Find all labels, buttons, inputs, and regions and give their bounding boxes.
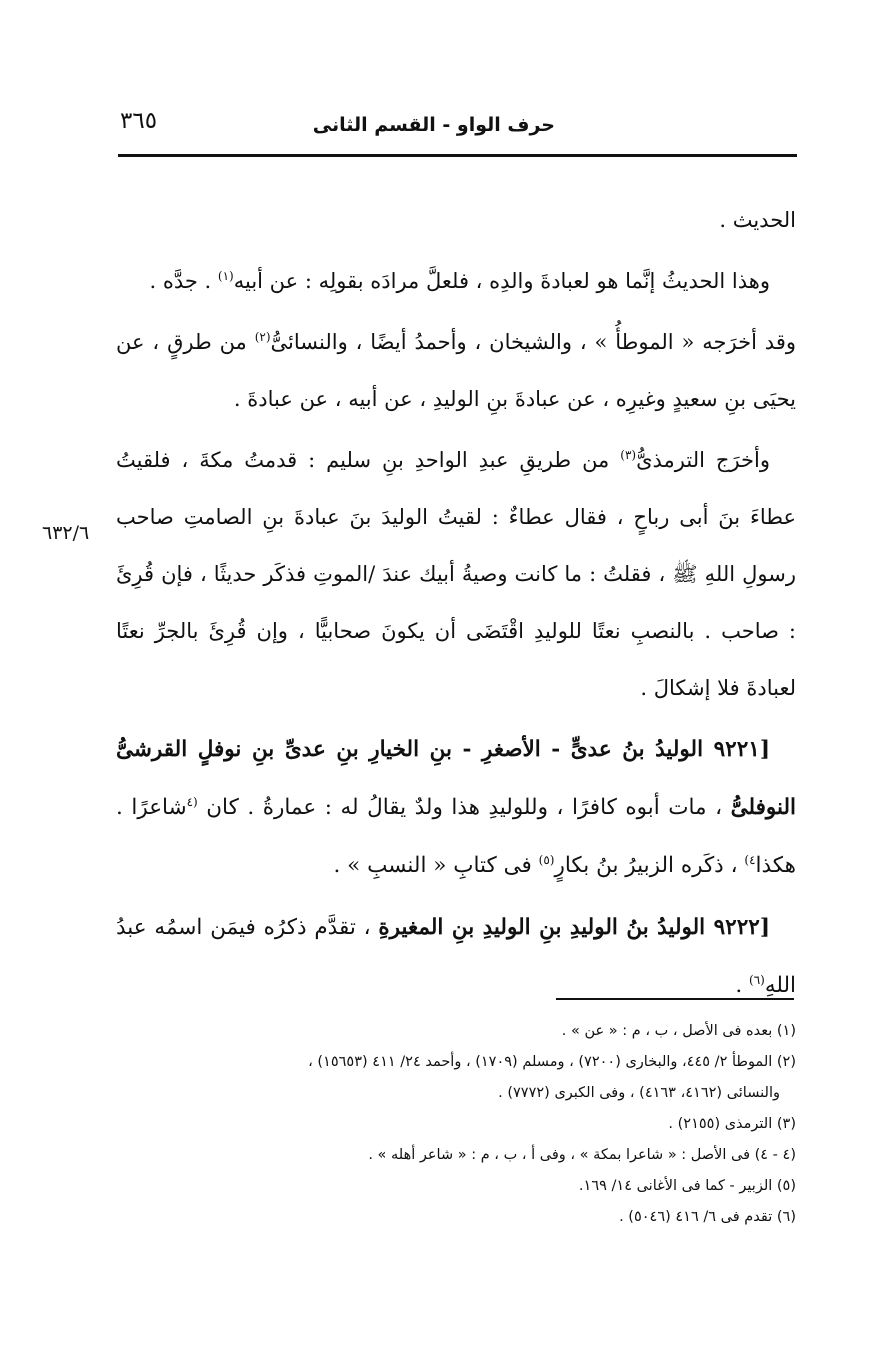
entry-name: الوليدُ بنُ الوليدِ بنِ الوليدِ بنِ المغيرةِ	[378, 915, 714, 940]
page-number: ٣٦٥	[120, 108, 158, 134]
paragraph-4: وأخرَج الترمذىُّ$^{(٣)}$ من طريقِ عبدِ الواحدِ بنِ سليم : قدمتُ مكةَ ، فلقيتُ عطاءَ بنَ أبى رباحٍ ، فقال عطاءٌ : لقيتُ الوليدَ بنَ عبادةَ بنِ الصامتِ صاحب رسولِ اللهِ ﷺ ، فقلتُ : ما كانت وصيةُ أبيك عندَ /الموتِ فذكَر حديثًا ، فإن قُرِئَ : صاحب . بالنصبِ نعتًا للوليدِ اقْتَضَى أن يكونَ صحابيًّا ، وإن قُرِئَ بالجرِّ نعتًا لعبادةَ فلا إشكالَ .	[116, 448, 796, 700]
footnote-ref-1[interactable]: (١)	[217, 269, 234, 283]
footnote-1: (١) بعده فى الأصل ، ب ، م : « عن » .	[561, 1023, 796, 1039]
running-header-title: حرف الواو - القسم الثانى	[312, 114, 555, 136]
entry-9221: [٩٢٢١ الوليدُ بنُ عدىٍّ - الأصغرِ - بنِ الخيارِ بنِ عدىِّ بنِ نوفلٍ القرشىُّ النوفلىُّ ، مات أبوه كافرًا ، وللوليدِ هذا ولدٌ يقالُ له : عمارةُ . كان $^{(٤}$شاعرًا . هكذا$^{٤)}$ ، ذكَره الزبيرُ بنُ بكارٍ$^{(٥)}$ فى كتابِ « النسبِ » .	[116, 737, 796, 878]
paragraph-3: وقد أخرَجه « الموطأُ » ، والشيخان ، وأحمدُ أيضًا ، والنسائىُّ$^{(٢)}$ من طرقٍ ، عن يحيَى بنِ سعيدٍ وغيرِه ، عن عبادةَ بنِ الوليدِ ، عن أبيه ، عن عبادةَ .	[116, 330, 796, 411]
entry-9222: [٩٢٢٢ الوليدُ بنُ الوليدِ بنِ الوليدِ بنِ المغيرةِ ، تقدَّم ذكرُه فيمَن اسمُه عبدُ اللهِ$^{(٦)}$ .	[116, 915, 796, 998]
footnote-2-continued: والنسائى (٤١٦٢، ٤١٦٣) ، وفى الكبرى (٧٧٧٢) .	[498, 1085, 780, 1101]
footnote-3: (٣) الترمذى (٢١٥٥) .	[668, 1116, 796, 1132]
entry-number: [٩٢٢٢	[713, 915, 770, 940]
footnote-ref-6[interactable]: (٦)	[749, 972, 765, 987]
paragraph-1: الحديث .	[719, 208, 796, 232]
footnote-4: (٤ - ٤) فى الأصل : « شاعرا بمكة » ، وفى أ ، ب ، م : « شاعر أهله » .	[368, 1147, 796, 1163]
margin-reference: ٦٣٢/٦	[42, 522, 90, 544]
footnote-rule	[556, 998, 794, 1000]
footnote-ref-5[interactable]: (٥)	[538, 852, 555, 867]
footnote-ref-3[interactable]: (٣)	[620, 448, 637, 462]
footnotes	[110, 1016, 796, 1233]
footnote-ref-4a[interactable]: (٤	[186, 794, 198, 809]
footnote-ref-2[interactable]: (٢)	[254, 330, 271, 344]
entry-number: [٩٢٢١	[713, 737, 770, 762]
entry-name: الوليدُ بنُ عدىٍّ - الأصغرِ - بنِ الخيارِ بنِ عدىِّ بنِ نوفلٍ القرشىُّ النوفلىُّ	[116, 737, 796, 820]
header-rule	[118, 154, 797, 157]
footnote-6: (٦) تقدم فى ٦/ ٤١٦ (٥٠٤٦) .	[619, 1209, 796, 1225]
paragraph-2: وهذا الحديثُ إنَّما هو لعبادةَ والدِه ، فلعلَّ مرادَه بقولِه : عن أبيه$^{(١)}$ . جدَّه .	[149, 269, 770, 293]
footnote-ref-4b[interactable]: ٤)	[744, 852, 756, 867]
footnote-5: (٥) الزبير - كما فى الأغانى ١٤/ ١٦٩.	[578, 1178, 796, 1194]
footnote-2: (٢) الموطأ ٢/ ٤٤٥، والبخارى (٧٢٠٠) ، ومسلم (١٧٠٩) ، وأحمد ٢٤/ ٤١١ (١٥٦٥٣) ،	[308, 1054, 796, 1070]
main-text	[116, 192, 796, 1015]
